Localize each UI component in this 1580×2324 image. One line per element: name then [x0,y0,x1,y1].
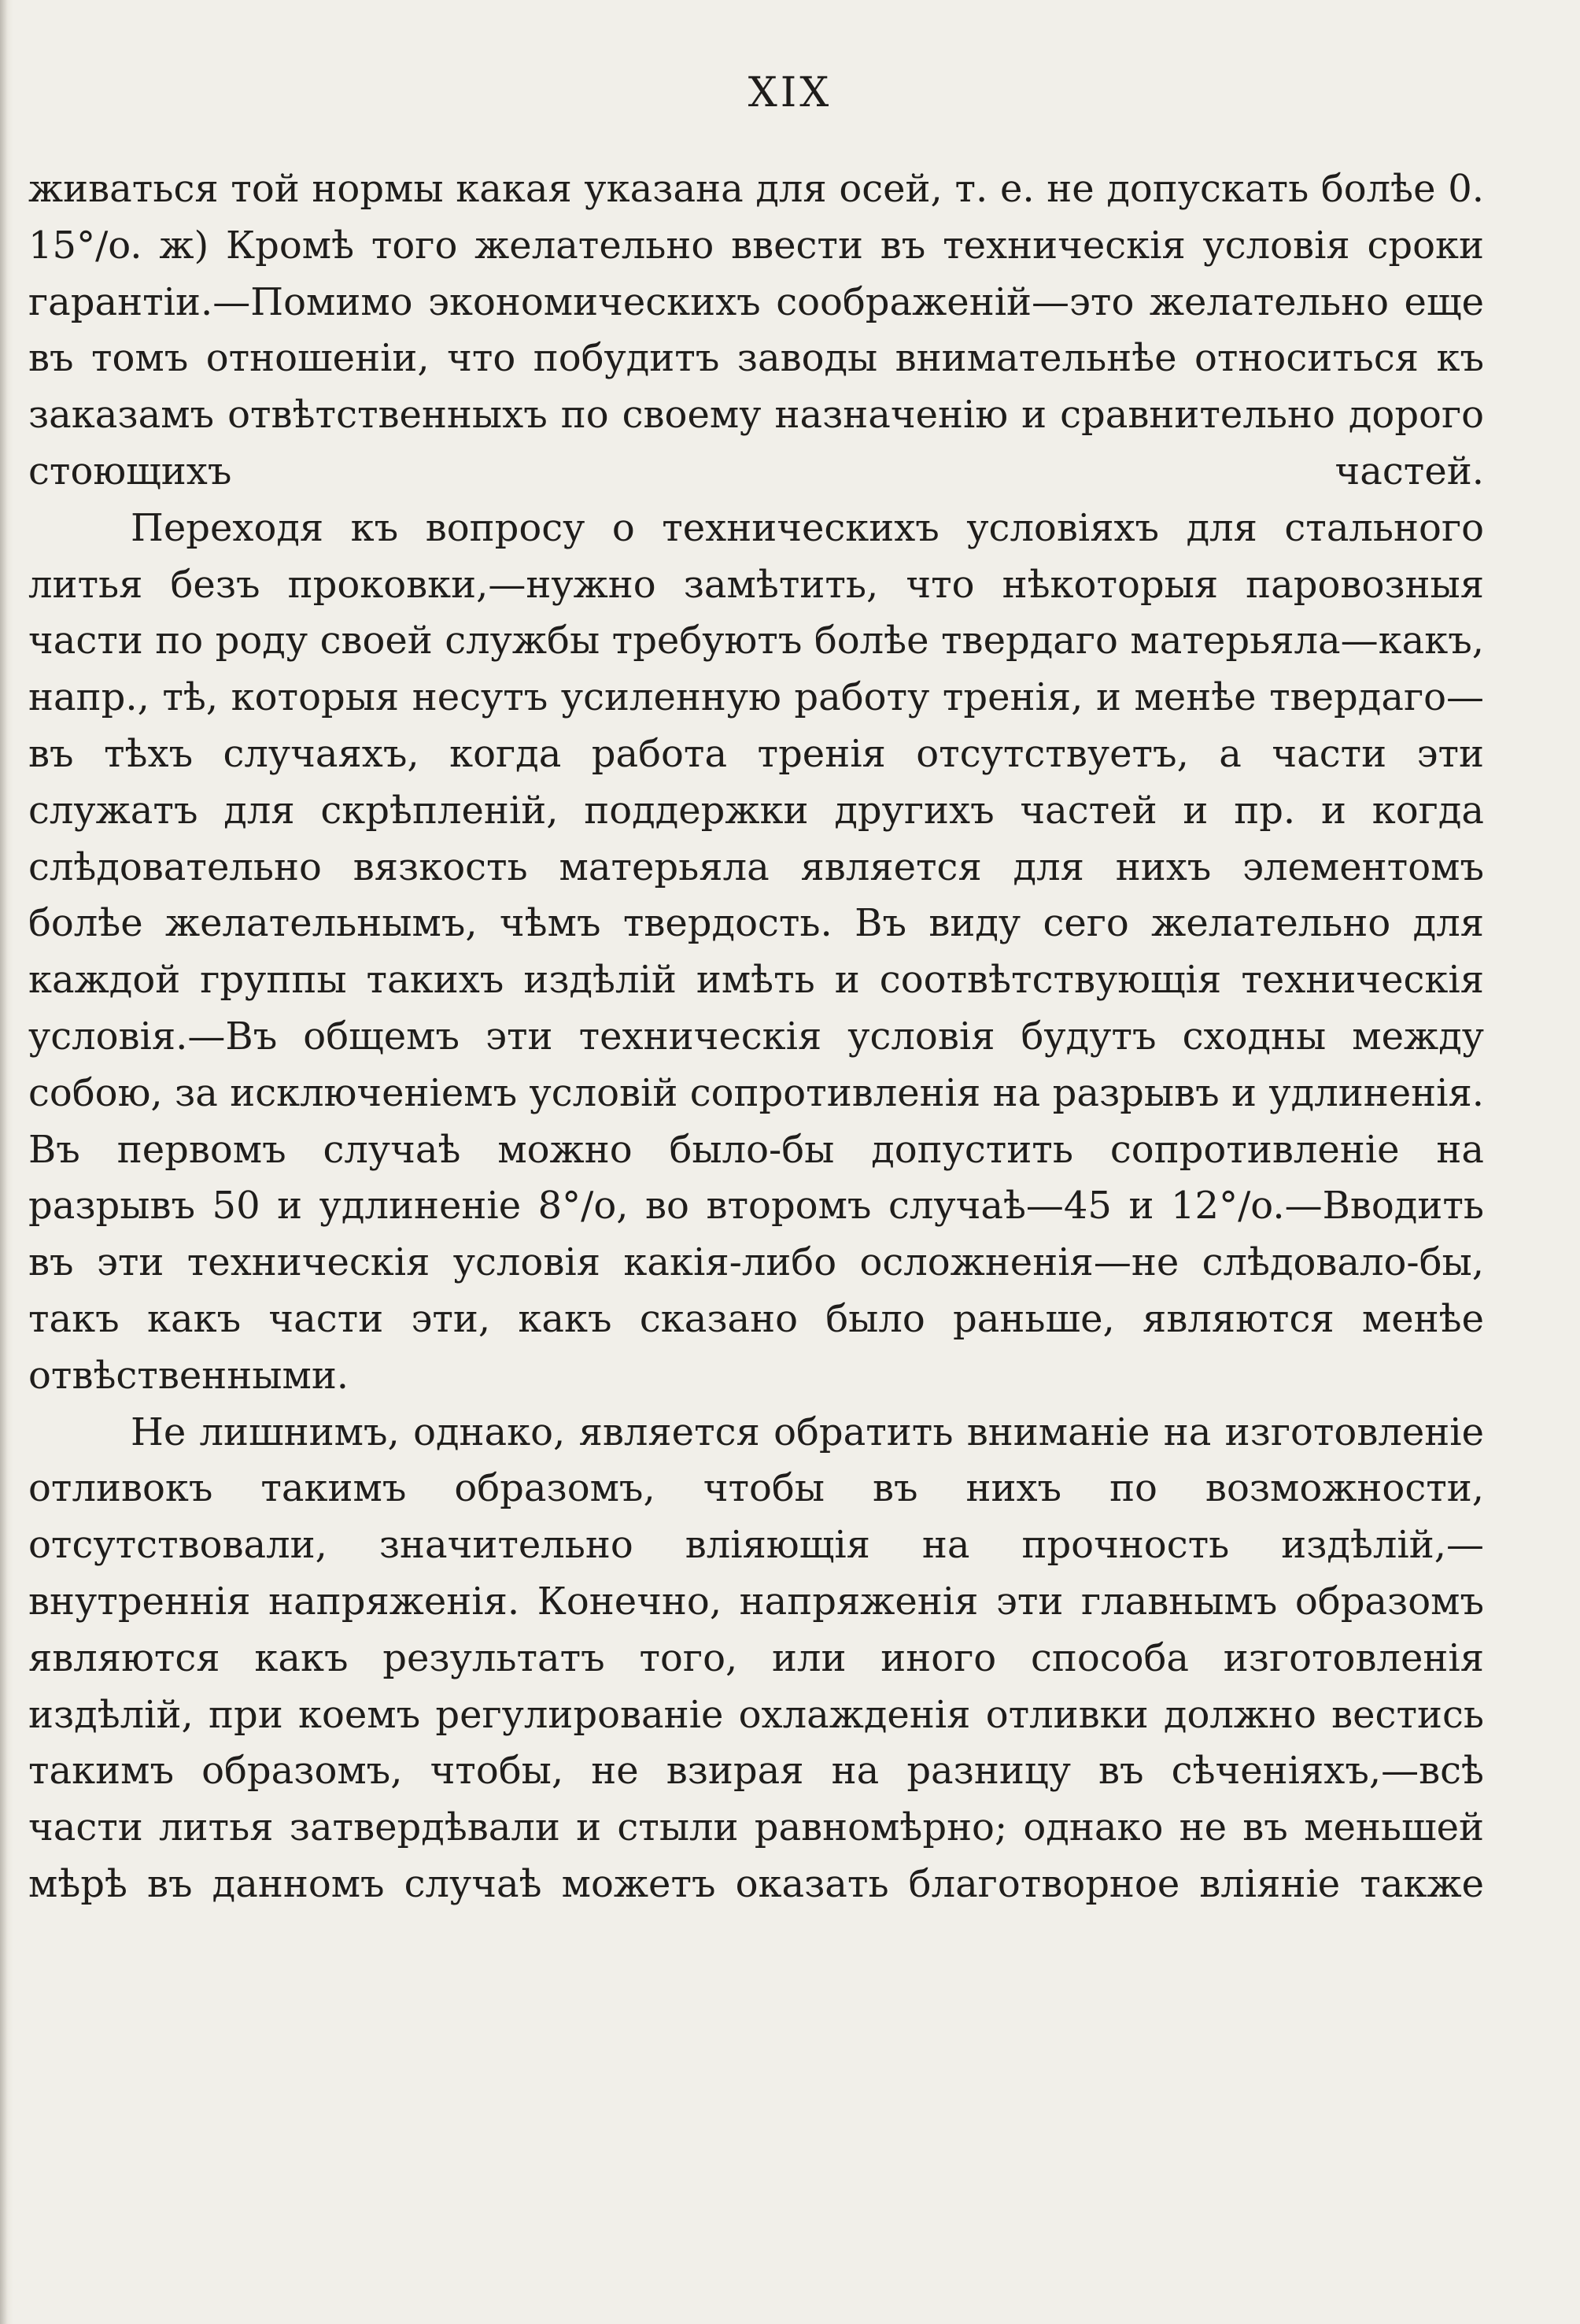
page-number: XIX [748,69,832,116]
body-text [28,161,1484,1913]
paragraph-1: живаться той нормы какая указана для осей, т. е. не допускать болѣе 0. 15°/o. ж) Кромѣ того желательно ввести въ техническія условія сроки гарантіи.—Помимо экономическихъ соображеній—это желательно еще въ томъ отношеніи, что побудитъ заводы внимательнѣе относиться къ заказамъ отвѣтственныхъ по своему назначенію и сравнительно дорого стоющихъ частей. [28,167,1484,493]
paragraph-2: Переходя къ вопросу о техническихъ условіяхъ для стального литья безъ проковки,—нужно замѣтить, что нѣкоторыя паровозныя части по роду своей службы требуютъ болѣе твердаго матерьяла—какъ, напр., тѣ, которыя несутъ усиленную работу тренія, и менѣе твердаго—въ тѣхъ случаяхъ, когда работа тренія отсутствуетъ, а части эти служатъ для скрѣпленій, поддержки другихъ частей и пр. и когда слѣдовательно вязкость матерьяла является для нихъ элементомъ болѣе желательнымъ, чѣмъ твердость. Въ виду сего желательно для каждой группы такихъ издѣлій имѣть и соотвѣтствующія техническія условія.—Въ общемъ эти техническія условія будутъ сходны между собою, за исключеніемъ условій сопротивленія на разрывъ и удлиненія. Въ первомъ случаѣ можно было-бы допустить сопротивленіе на разрывъ 50 и удлиненіе 8°/o, во второмъ случаѣ—45 и 12°/o.—Вводить въ эти техническія условія какія-либо осложненія—не слѣдовало-бы, такъ какъ части эти, какъ сказано было раньше, являются менѣе отвѣственными. [28,505,1484,1398]
page-edge-shadow [0,0,13,2324]
paragraph-3: Не лишнимъ, однако, является обратить вниманіе на изготовленіе отливокъ такимъ образомъ, чтобы въ нихъ по возможности, отсутствовали, значительно вліяющія на прочность издѣлій,—внутреннія напряженія. Конечно, напряженія эти главнымъ образомъ являются какъ результатъ того, или иного способа изготовленія издѣлій, при коемъ регулированіе охлажденія отливки должно вестись такимъ образомъ, чтобы, не взирая на разницу въ сѣченіяхъ,—всѣ части литья затвердѣвали и стыли равномѣрно; однако не въ меньшей мѣрѣ въ данномъ случаѣ можетъ оказать благотворное вліяніе также [28,1410,1484,1906]
